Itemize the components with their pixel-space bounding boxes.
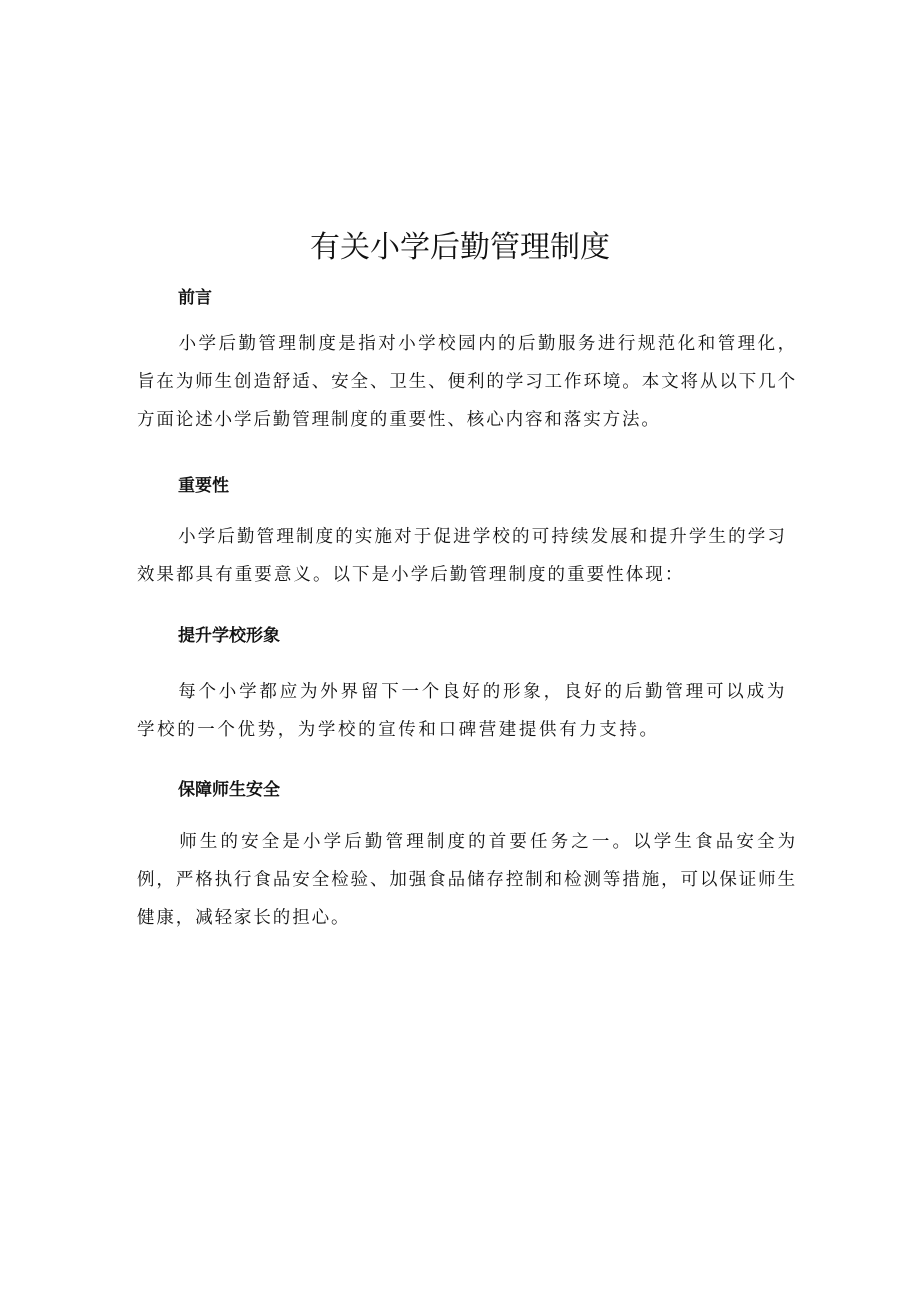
paragraph-text: 小学后勤管理制度的实施对于促进学校的可持续发展和提升学生的学习效果都具有重要意义。以下是小学后勤管理制度的重要性体现：	[137, 527, 787, 585]
section-heading-preface: 前言	[178, 288, 212, 308]
section-paragraph-importance	[137, 518, 787, 594]
section-paragraph-school-image	[137, 673, 787, 749]
section-paragraph-safety	[137, 823, 797, 937]
paragraph-text: 师生的安全是小学后勤管理制度的首要任务之一。以学生食品安全为例，严格执行食品安全检验、加强食品储存控制和检测等措施，可以保证师生健康，减轻家长的担心。	[137, 832, 797, 928]
section-heading-importance: 重要性	[178, 476, 229, 496]
paragraph-text: 小学后勤管理制度是指对小学校园内的后勤服务进行规范化和管理化，旨在为师生创造舒适、安全、卫生、便利的学习工作环境。本文将从以下几个方面论述小学后勤管理制度的重要性、核心内容和落实方法。	[137, 334, 797, 430]
paragraph-text: 每个小学都应为外界留下一个良好的形象，良好的后勤管理可以成为学校的一个优势，为学校的宣传和口碑营建提供有力支持。	[137, 682, 787, 740]
section-heading-safety: 保障师生安全	[178, 780, 280, 800]
section-paragraph-preface	[137, 325, 797, 439]
section-heading-school-image: 提升学校形象	[178, 626, 280, 646]
document-title: 有关小学后勤管理制度	[310, 230, 610, 265]
